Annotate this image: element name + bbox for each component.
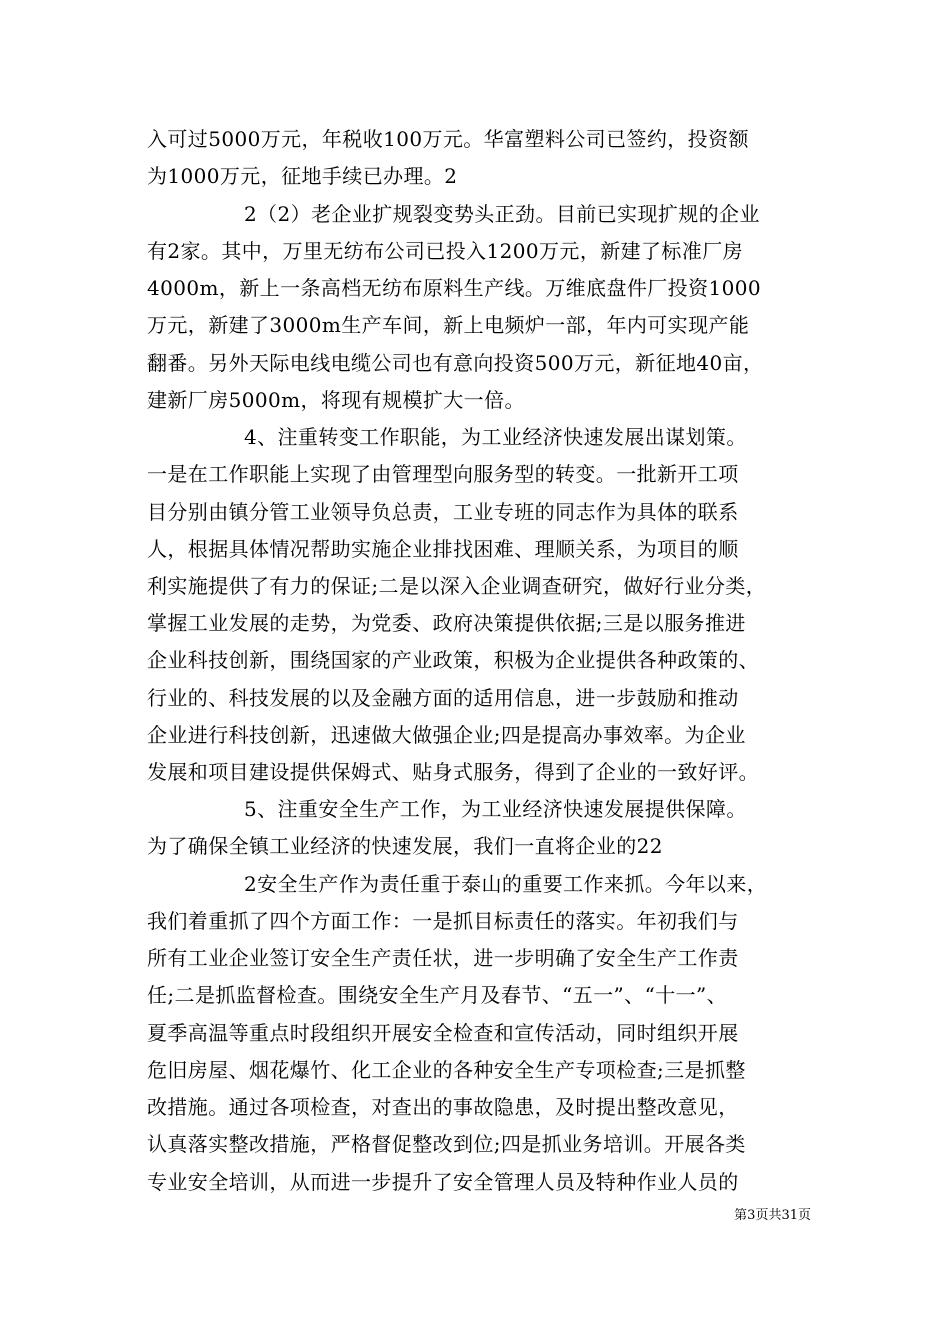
text-line: 人，根据具体情况帮助实施企业排找困难、理顺关系，为项目的顺 [147,537,739,561]
text-line: 认真落实整改措施，严格督促整改到位;四是抓业务培训。开展各类 [147,1132,746,1156]
text-line: 危旧房屋、烟花爆竹、化工企业的各种安全生产专项检查;三是抓整 [147,1058,746,1082]
text-line: 4000m，新上一条高档无纺布原料生产线。万维底盘件厂投资1000 [147,276,761,300]
text-line: 行业的、科技发展的以及金融方面的适用信息，进一步鼓励和推动 [147,686,739,710]
text-line: 有2家。其中，万里无纺布公司已投入1200万元，新建了标准厂房 [147,239,744,263]
text-line: 目分别由镇分管工业领导负总责，工业专班的同志作为具体的联系 [147,500,739,524]
text-line: 5、注重安全生产工作，为工业经济快速发展提供保障。 [244,797,747,821]
page-number-footer: 第3页共31页 [734,1208,811,1223]
text-line: 企业科技创新，围绕国家的产业政策，积极为企业提供各种政策的、 [147,648,759,672]
text-line: 我们着重抓了四个方面工作：一是抓目标责任的落实。年初我们与 [147,909,739,933]
text-line: 为了确保全镇工业经济的快速发展，我们一直将企业的22 [147,834,663,858]
text-line: 利实施提供了有力的保证;二是以深入企业调查研究，做好行业分类， [147,574,767,598]
text-line: 企业进行科技创新，迅速做大做强企业;四是提高办事效率。为企业 [147,723,746,747]
text-line: 夏季高温等重点时段组织开展安全检查和宣传活动，同时组织开展 [147,1021,739,1045]
text-line: 任;二是抓监督检查。围绕安全生产月及春节、“五一”、“十一”、 [147,983,728,1007]
text-line: 改措施。通过各项检查，对查出的事故隐患，及时提出整改意见， [147,1095,739,1119]
text-line: 所有工业企业签订安全生产责任状，进一步明确了安全生产工作责 [147,946,739,970]
text-line: 一是在工作职能上实现了由管理型向服务型的转变。一批新开工项 [147,462,739,486]
text-line: 2（2）老企业扩规裂变势头正劲。目前已实现扩规的企业 [244,202,760,226]
text-line: 2安全生产作为责任重于泰山的重要工作来抓。今年以来， [244,872,768,896]
text-line: 翻番。另外天际电线电缆公司也有意向投资500万元，新征地40亩， [147,351,764,375]
text-line: 万元，新建了3000m生产车间，新上电频炉一部，年内可实现产能 [147,313,750,337]
text-line: 入可过5000万元，年税收100万元。华富塑料公司已签约，投资额 [147,127,749,151]
text-line: 发展和项目建设提供保姆式、贴身式服务，得到了企业的一致好评。 [147,760,759,784]
text-line: 掌握工业发展的走势，为党委、政府决策提供依据;三是以服务推进 [147,611,746,635]
text-line: 为1000万元，征地手续已办理。2 [147,164,458,188]
text-line: 4、注重转变工作职能，为工业经济快速发展出谋划策。 [244,425,747,449]
text-line: 专业安全培训，从而进一步提升了安全管理人员及特种作业人员的 [147,1170,739,1194]
text-line: 建新厂房5000m，将现有规模扩大一倍。 [147,388,525,412]
